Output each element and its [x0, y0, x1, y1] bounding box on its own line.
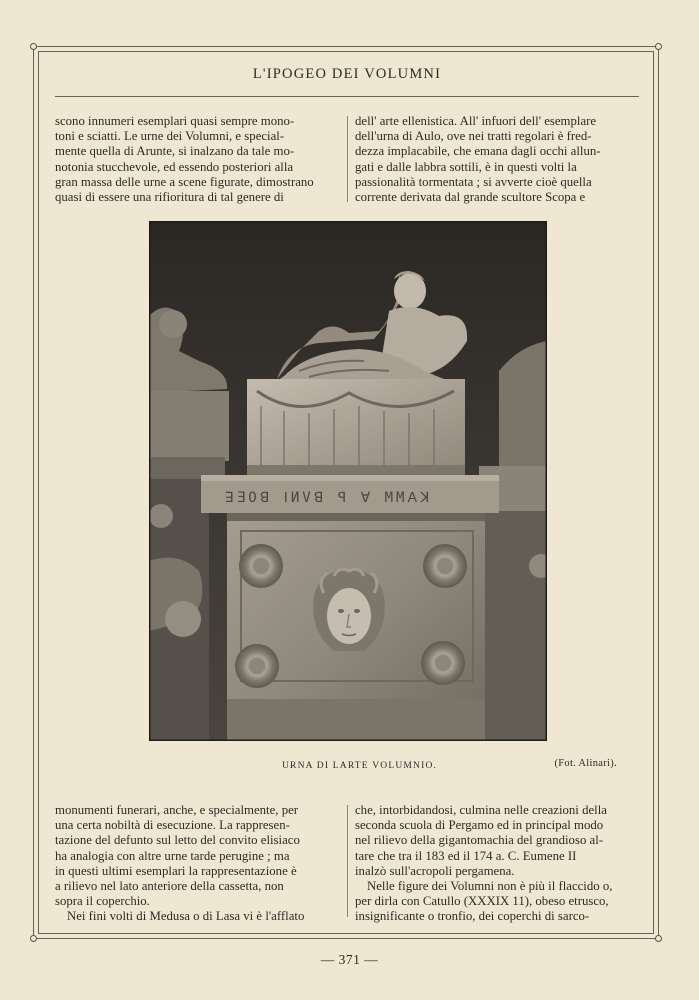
text-line: quasi di essere una rifioritura di tal genere di [55, 190, 284, 205]
text-line: una certa nobiltà di esecuzione. La rappresen- [55, 818, 290, 833]
text-line: ha analogia con altre urne tarde perugine ; ma [55, 848, 290, 863]
text-line: seconda scuola di Pergamo ed in principal modo [355, 818, 604, 833]
urn-cornice [201, 475, 499, 513]
urn-body [227, 513, 485, 741]
frame-corner-ornament [30, 43, 37, 50]
text-line: passionalità tormentata ; si avverte cioè quella [355, 174, 592, 189]
top-right-column [355, 114, 639, 205]
text-line: dell' arte ellenistica. All' infuori dell' esemplare [355, 114, 597, 128]
text-line: sopra il coperchio. [55, 894, 150, 909]
text-line: toni e sciatti. Le urne dei Volumni, e special- [55, 129, 285, 144]
medusa-head [313, 569, 385, 651]
urn-photograph [149, 221, 547, 741]
figure-caption: URNA DI LARTE VOLUMNIO. [282, 761, 438, 771]
text-line: gran massa delle urne a scene figurate, dimostrano [55, 174, 314, 189]
text-line: a rilievo nel lato anteriore della cassetta, non [55, 879, 284, 894]
photo-credit: (Fot. Alinari). [554, 758, 617, 769]
frame-corner-ornament [30, 935, 37, 942]
page-number: — 371 — [320, 952, 379, 967]
text-line: che, intorbidandosi, culmina nelle creazioni della [355, 803, 607, 817]
text-line: tazione del defunto sul letto del convito elisiaco [55, 833, 300, 848]
bottom-left-column [55, 803, 339, 925]
frame-corner-ornament [655, 935, 662, 942]
frame-corner-ornament [655, 43, 662, 50]
text-line: Nei fini volti di Medusa o di Lasa vi è l'afflato [67, 909, 305, 924]
text-line: dezza implacabile, che emana dagli occhi allun- [355, 144, 601, 159]
text-line: inalzò sull'acropoli pergamena. [355, 863, 515, 878]
text-line: tare che tra il 183 ed il 174 a. C. Eumene II [355, 848, 577, 863]
header-rule [55, 96, 639, 97]
text-line: Nelle figure dei Volumni non è più il flaccido o, [367, 879, 613, 894]
text-line: corrente derivata dal grande scultore Scopa e [355, 190, 586, 205]
text-line: scono innumeri esemplari quasi sempre mono- [55, 114, 295, 128]
text-line: gati e dalle labbra sottili, è in questi volti la [355, 159, 577, 174]
text-line: monumenti funerari, anche, e specialmente, per [55, 803, 299, 817]
text-line: notonia stucchevole, ed essendo posteriori alla [55, 159, 294, 174]
text-line: nel rilievo della gigantomachia del grandioso al- [355, 833, 604, 848]
svg-text:ꓱƎOꓭ ꓲИVꓭ ꟼ ꓯ MMꓮꓘ: ꓱƎOꓭ ꓲИVꓭ ꟼ ꓯ MMꓮꓘ [225, 490, 433, 506]
text-line: in questi ultimi esemplari la rappresentazione è [55, 863, 297, 878]
text-line: insignificante o tronfio, dei coperchi di sarco- [355, 909, 590, 924]
text-line: mente quella di Arunte, si inalzano da tale mo- [55, 144, 295, 159]
top-left-column [55, 114, 339, 205]
column-separator [347, 805, 348, 917]
text-line: dell'urna di Aulo, ove nei tratti regolari è fred- [355, 129, 592, 144]
column-separator [347, 116, 348, 202]
text-line: per dirla con Catullo (XXXIX 11), obeso etrusco, [355, 894, 609, 909]
bottom-right-column [355, 803, 639, 925]
running-head: L'IPOGEO DEI VOLUMNI [252, 66, 442, 82]
urn-lid-box [247, 379, 465, 477]
